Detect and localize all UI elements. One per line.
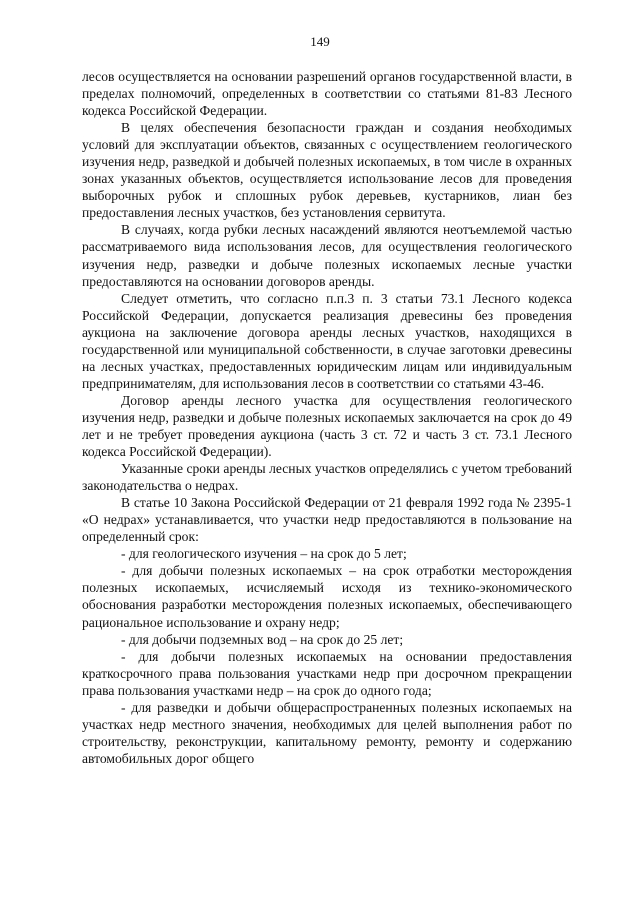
list-item: - для добычи полезных ископаемых – на срок отработки месторождения полезных ископаемых, исчисляемый исходя из технико-экономического обоснования разработки месторождения полезных ископаемых, обеспечивающего рациональное использование и охрану недр; xyxy=(82,563,572,630)
list-item: - для разведки и добычи общераспространенных полезных ископаемых на участках недр местного значения, необходимых для целей выполнения работ по строительству, реконструкции, капитальному ремонту, ремонту и содержанию автомобильных дорог общего xyxy=(82,699,572,766)
paragraph: Указанные сроки аренды лесных участков определялись с учетом требований законодательства о недрах. xyxy=(82,461,572,494)
paragraph: лесов осуществляется на основании разрешений органов государственной власти, в пределах полномочий, определенных в соответствии со статьями 81-83 Лесного кодекса Российской Федерации. xyxy=(82,69,572,119)
page-number: 149 xyxy=(310,34,330,49)
paragraph: Следует отметить, что согласно п.п.3 п. 3 статьи 73.1 Лесного кодекса Российской Федерации, допускается реализация древесины без проведения аукциона на заключение договора аренды лесных участков, находящихся в государственной или муниципальной собственности, в случае заготовки древесины на лесных участках, предоставленных юридическим лицам или индивидуальным предпринимателям, для использования лесов в соответствии со статьями 43-46. xyxy=(82,290,572,391)
list-item: - для геологического изучения – на срок до 5 лет; xyxy=(121,546,407,562)
paragraph: Договор аренды лесного участка для осуществления геологического изучения недр, разведки и добыче полезных ископаемых заключается на срок до 49 лет и не требует проведения аукциона (часть 3 ст. 72 и часть 3 ст. 73.1 Лесного кодекса Российской Федерации). xyxy=(82,392,572,460)
paragraph: В статье 10 Закона Российской Федерации от 21 февраля 1992 года № 2395-1 «О недрах» устанавливается, что участки недр предоставляются в пользование на определенный срок: xyxy=(82,495,572,545)
list-item: - для добычи подземных вод – на срок до 25 лет; xyxy=(121,631,404,647)
paragraph: В целях обеспечения безопасности граждан и создания необходимых условий для эксплуатации объектов, связанных с осуществлением геологического изучения недр, разведкой и добычей полезных ископаемых, в том числе в охранных зонах указанных объектов, осуществляется использование лесов для проведения выборочных рубок и сплошных рубок деревьев, кустарников, лиан без предоставления лесных участков, без установления сервитута. xyxy=(82,120,572,221)
paragraph: В случаях, когда рубки лесных насаждений являются неотъемлемой частью рассматриваемого вида использования лесов, для осуществления геологического изучения недр, разведки и добыче полезных ископаемых лесные участки предоставляются на основании договоров аренды. xyxy=(82,222,572,289)
list-item: - для добычи полезных ископаемых на основании предоставления краткосрочного права пользования участками недр при досрочном прекращении права пользования участками недр – на срок до одного года; xyxy=(82,648,572,698)
document-body xyxy=(82,68,572,767)
